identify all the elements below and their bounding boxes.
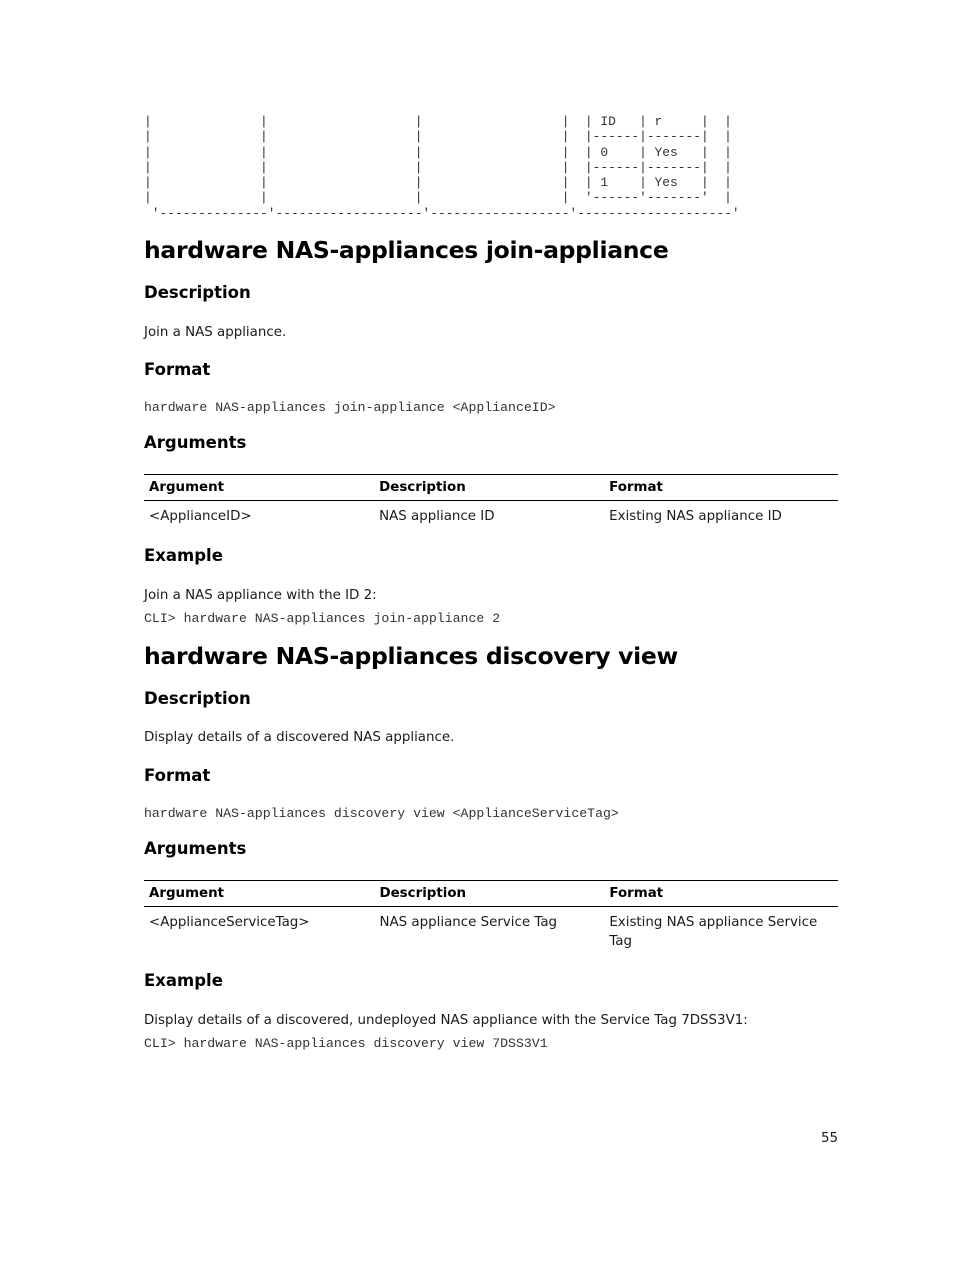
table-header-row (144, 475, 838, 501)
format-syntax: hardware NAS-appliances discovery view <ApplianceServiceTag> (144, 806, 619, 821)
example-text-wrap (144, 1013, 838, 1028)
arguments-heading: Arguments (144, 433, 247, 452)
table-header-format: Format (604, 475, 838, 501)
example-heading: Example (144, 971, 223, 990)
table-cell: Existing NAS appliance Service Tag (609, 915, 818, 949)
format-wrap (144, 806, 838, 821)
table-header-argument: Argument (144, 881, 374, 907)
table-header-argument: Argument (144, 475, 374, 501)
example-heading-wrap (144, 546, 838, 565)
ascii-table-continuation: | | | | | ID | r | | | | | | |------|-------| | | | | | | 0 | Yes | | | | | | |------|-------| | | | | | | 1 | Yes | | | | | | '------'-------' | '--------------'-------------------'------------------'--------------------' (144, 114, 740, 221)
format-heading: Format (144, 766, 211, 785)
format-heading: Format (144, 360, 211, 379)
format-wrap (144, 400, 838, 415)
description-heading: Description (144, 689, 251, 708)
arguments-table (144, 474, 838, 530)
description-wrap (144, 325, 838, 340)
table-row (144, 501, 838, 531)
table-header-description: Description (374, 881, 604, 907)
format-heading-wrap (144, 360, 838, 379)
table-header-description: Description (374, 475, 604, 501)
example-text: Display details of a discovered, undeployed NAS appliance with the Service Tag 7DSS3V1: (144, 1013, 748, 1028)
arguments-heading: Arguments (144, 839, 247, 858)
arguments-heading-wrap (144, 839, 838, 858)
table-row (144, 907, 838, 956)
section-title: hardware NAS-appliances join-appliance (144, 236, 669, 264)
description-heading-wrap (144, 689, 838, 708)
format-heading-wrap (144, 766, 838, 785)
section-title: hardware NAS-appliances discovery view (144, 642, 678, 670)
table-cell: <ApplianceServiceTag> (149, 915, 310, 930)
description-heading-wrap (144, 283, 838, 302)
example-code: CLI> hardware NAS-appliances discovery view 7DSS3V1 (144, 1036, 548, 1051)
format-syntax: hardware NAS-appliances join-appliance <ApplianceID> (144, 400, 556, 415)
table-cell: Existing NAS appliance ID (609, 509, 782, 524)
example-code: CLI> hardware NAS-appliances join-appliance 2 (144, 611, 501, 626)
table-header-row (144, 881, 838, 907)
description-text: Display details of a discovered NAS appliance. (144, 730, 455, 745)
example-code-wrap (144, 611, 838, 626)
description-wrap (144, 730, 838, 745)
arguments-heading-wrap (144, 433, 838, 452)
example-text: Join a NAS appliance with the ID 2: (144, 588, 377, 603)
example-heading-wrap (144, 971, 838, 990)
example-text-wrap (144, 588, 838, 603)
page-number: 55 (820, 1131, 838, 1146)
section-join-appliance-title-wrap (144, 236, 838, 264)
arguments-table (144, 880, 838, 955)
table-header-format: Format (604, 881, 838, 907)
description-text: Join a NAS appliance. (144, 325, 287, 340)
example-code-wrap (144, 1036, 838, 1051)
example-heading: Example (144, 546, 223, 565)
table-cell: NAS appliance ID (379, 509, 495, 524)
section-discovery-view-title-wrap (144, 642, 838, 670)
table-cell: NAS appliance Service Tag (379, 915, 558, 930)
table-cell: <ApplianceID> (149, 509, 252, 524)
description-heading: Description (144, 283, 251, 302)
